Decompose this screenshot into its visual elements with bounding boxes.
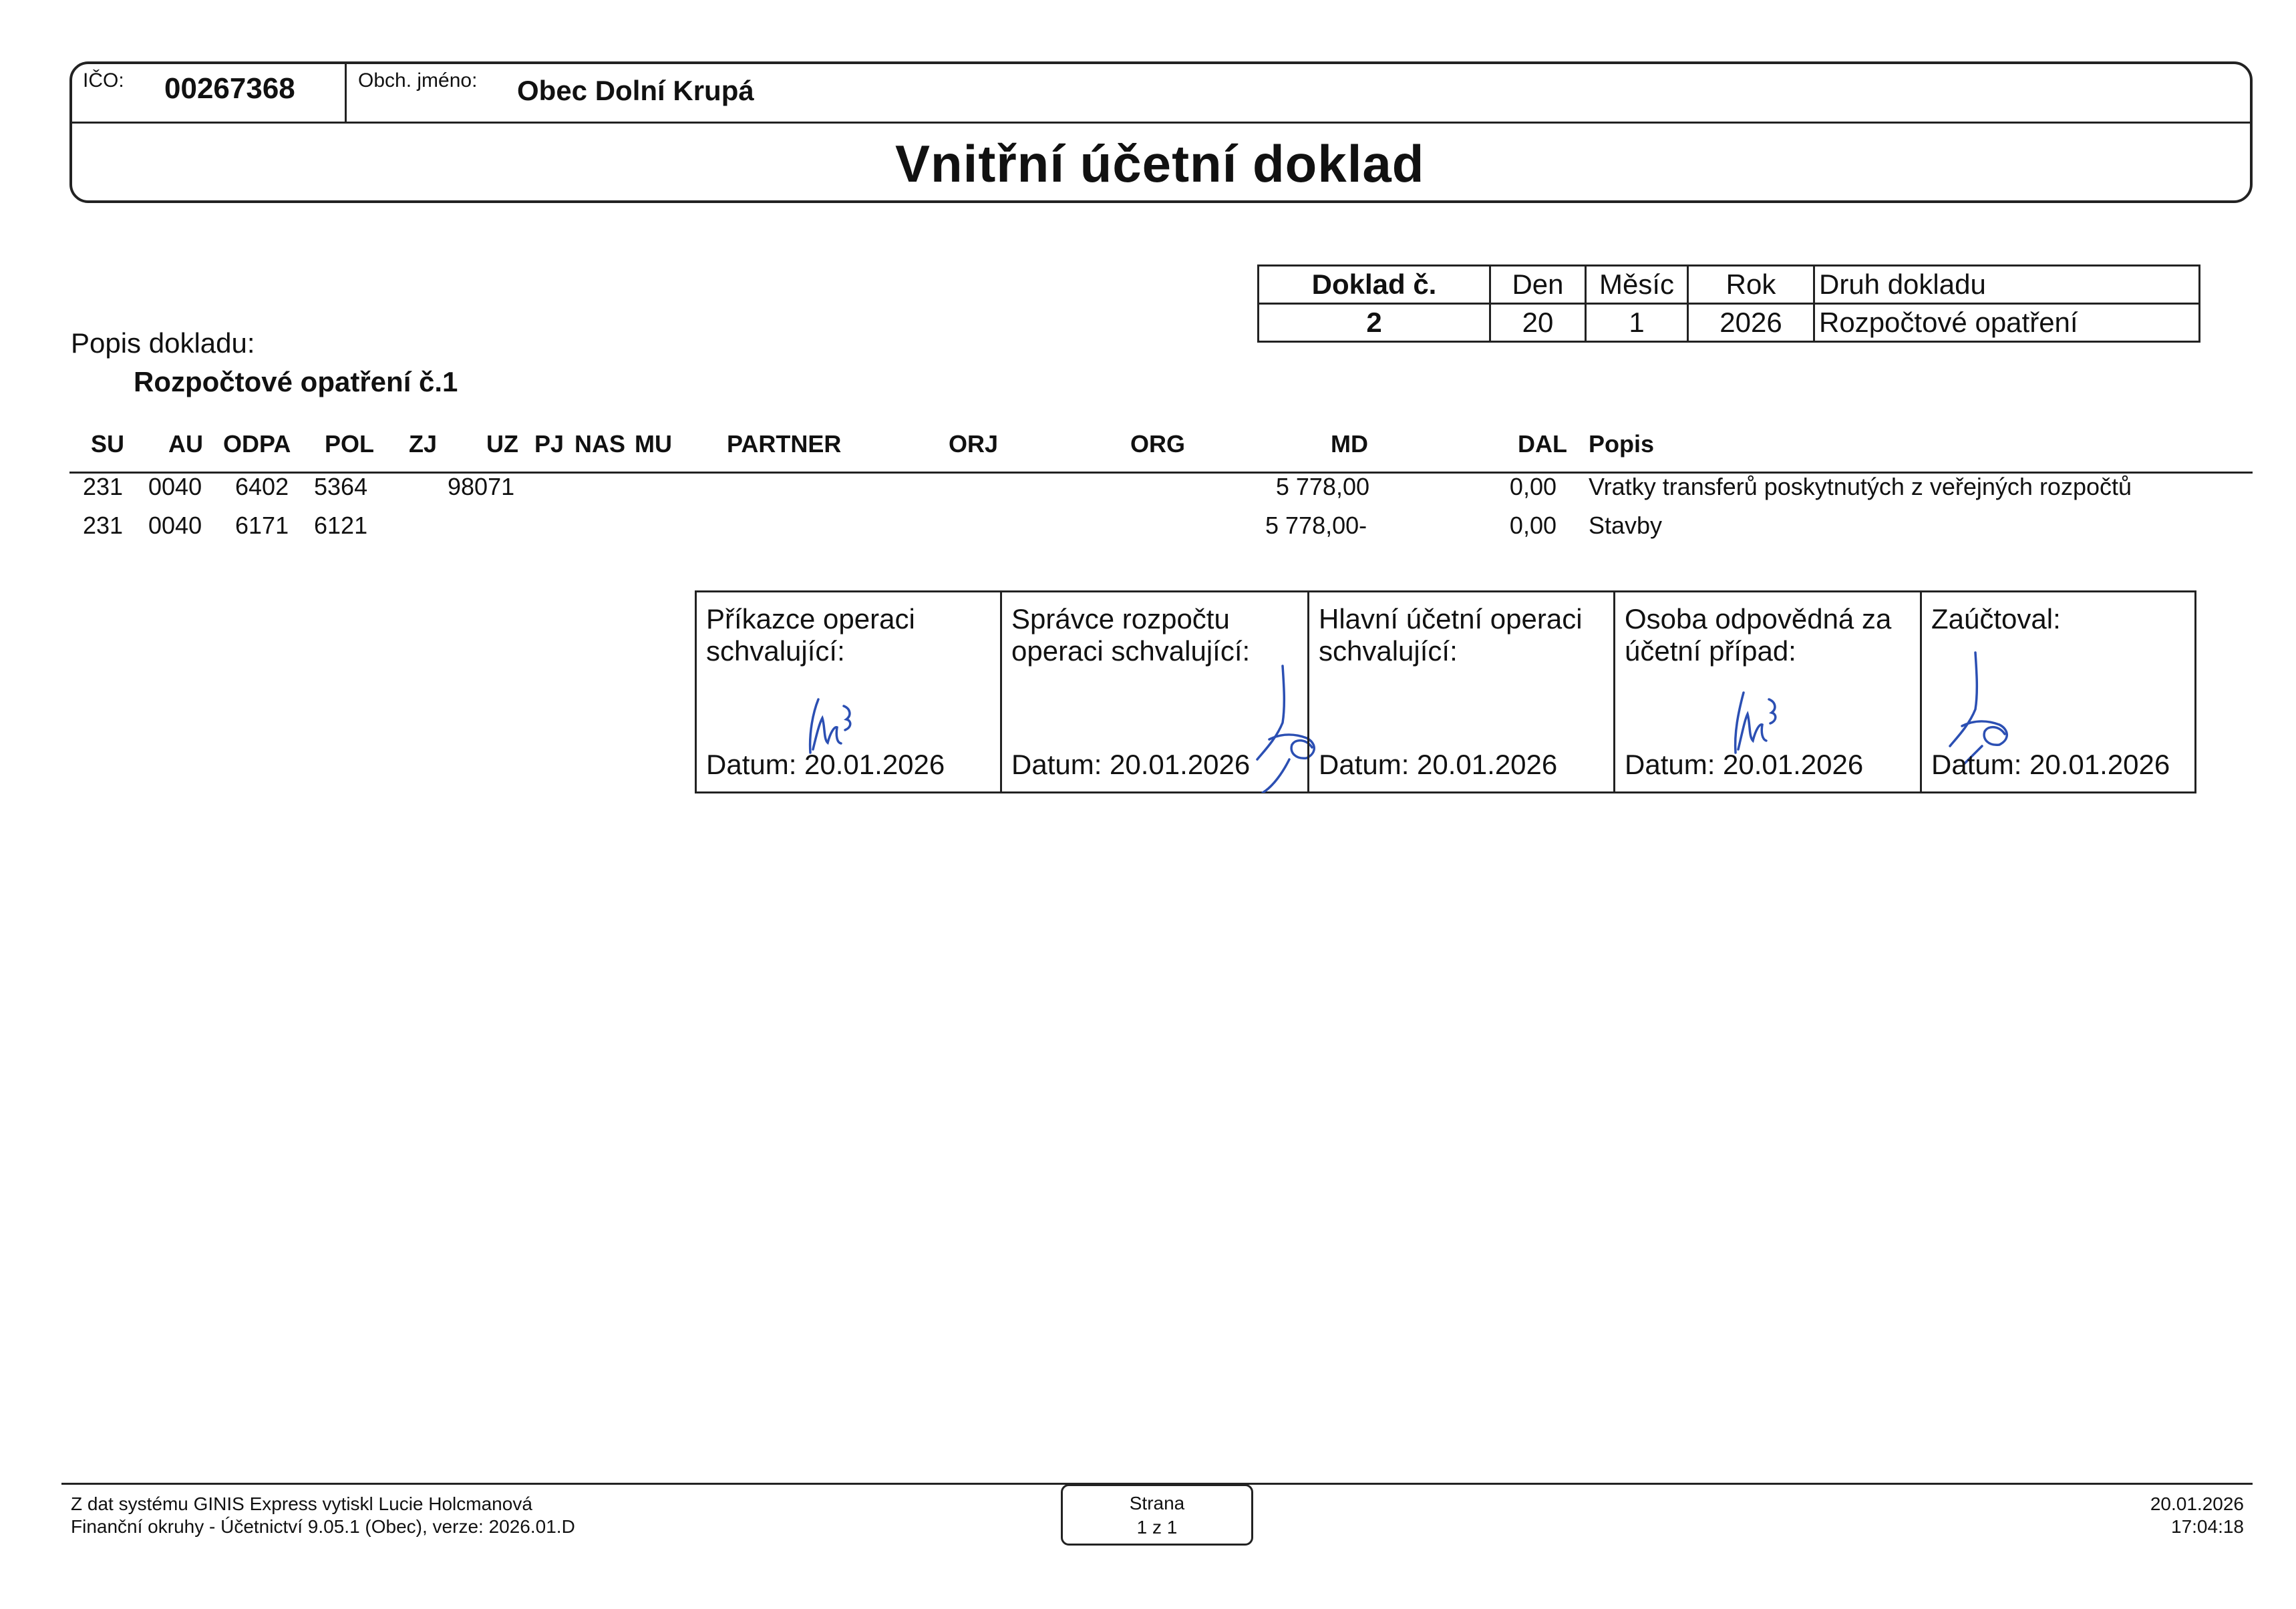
col-partner: PARTNER xyxy=(727,430,842,458)
signature-label-line1: Zaúčtoval: xyxy=(1931,603,2061,635)
signature-box-prikazce xyxy=(695,590,1002,793)
doklad-number-header: Doklad č. xyxy=(1259,266,1490,304)
col-zj: ZJ xyxy=(409,430,438,458)
signature-label-line1: Správce rozpočtu xyxy=(1011,603,1230,635)
row2-au: 0040 xyxy=(148,512,202,539)
page-number-box xyxy=(1061,1484,1253,1546)
signature-box-osoba-odpovedna xyxy=(1613,590,1922,793)
signature-date: Datum: 20.01.2026 xyxy=(1011,749,1251,780)
signature-label xyxy=(1931,603,2061,635)
popis-label: Popis dokladu: xyxy=(71,327,255,359)
ico-value: 00267368 xyxy=(164,72,295,105)
handwritten-signature xyxy=(1715,679,1789,759)
row1-popis: Vratky transferů poskytnutých z veřejných rozpočtů xyxy=(1589,473,2132,500)
obch-value: Obec Dolní Krupá xyxy=(517,75,754,106)
col-pol: POL xyxy=(325,430,375,458)
header-divider xyxy=(69,122,2253,124)
col-odpa: ODPA xyxy=(223,430,291,458)
footer-system-version: Finanční okruhy - Účetnictví 9.05.1 (Obec), verze: 2026.01.D xyxy=(71,1516,575,1537)
row2-popis: Stavby xyxy=(1589,512,1663,539)
obch-label: Obch. jméno: xyxy=(358,69,478,92)
signature-label xyxy=(1625,603,1891,667)
col-mu: MU xyxy=(635,430,672,458)
signature-label xyxy=(706,603,915,667)
doklad-type-header: Druh dokladu xyxy=(1814,266,2200,304)
row1-uz: 98071 xyxy=(448,473,515,500)
document-title: Vnitřní účetní doklad xyxy=(895,134,1425,193)
doklad-year-value: 2026 xyxy=(1688,304,1814,342)
row2-dal: 0,00 xyxy=(1509,512,1556,539)
row2-pol: 6121 xyxy=(314,512,368,539)
col-au: AU xyxy=(168,430,203,458)
ico-label: IČO: xyxy=(83,69,124,92)
doklad-year-header: Rok xyxy=(1688,266,1814,304)
doklad-day-header: Den xyxy=(1490,266,1586,304)
signature-date: Datum: 20.01.2026 xyxy=(1931,749,2170,780)
signature-date: Datum: 20.01.2026 xyxy=(1625,749,1864,780)
doklad-value-row xyxy=(1259,304,2200,342)
popis-value: Rozpočtové opatření č.1 xyxy=(134,366,458,397)
col-dal: DAL xyxy=(1518,430,1567,458)
col-uz: UZ xyxy=(486,430,518,458)
col-popis: Popis xyxy=(1589,430,1655,458)
page-value: 1 z 1 xyxy=(1136,1517,1178,1538)
row1-odpa: 6402 xyxy=(235,473,289,500)
signature-label-line1: Hlavní účetní operaci xyxy=(1319,603,1583,635)
col-nas: NAS xyxy=(575,430,626,458)
signature-box-spravce xyxy=(1000,590,1309,793)
signature-label-line1: Příkazce operaci xyxy=(706,603,915,635)
row1-pol: 5364 xyxy=(314,473,368,500)
page-label: Strana xyxy=(1129,1493,1185,1513)
signature-box-zauctoval xyxy=(1920,590,2196,793)
row1-dal: 0,00 xyxy=(1509,473,1556,500)
row2-odpa: 6171 xyxy=(235,512,289,539)
row1-md: 5 778,00 xyxy=(1275,473,1369,500)
row1-au: 0040 xyxy=(148,473,202,500)
signature-label xyxy=(1011,603,1250,667)
signature-label-line2: účetní případ: xyxy=(1625,635,1796,667)
col-orj: ORJ xyxy=(949,430,999,458)
col-pj: PJ xyxy=(534,430,564,458)
doklad-month-value: 1 xyxy=(1586,304,1688,342)
header-vertical-divider xyxy=(345,61,347,123)
signature-date: Datum: 20.01.2026 xyxy=(1319,749,1558,780)
doklad-table xyxy=(1257,264,2200,343)
footer-printed-by: Z dat systému GINIS Express vytiskl Lucie Holcmanová xyxy=(71,1493,532,1514)
signature-label-line2: schvalující: xyxy=(706,635,845,667)
signature-label-line2: schvalující: xyxy=(1319,635,1458,667)
doklad-header-row xyxy=(1259,266,2200,304)
signature-label xyxy=(1319,603,1583,667)
handwritten-signature xyxy=(1935,646,2035,766)
doklad-number-value: 2 xyxy=(1259,304,1490,342)
row1-su: 231 xyxy=(83,473,124,500)
signature-label-line1: Osoba odpovědná za xyxy=(1625,603,1892,635)
footer-date: 20.01.2026 xyxy=(2150,1493,2244,1514)
signature-date: Datum: 20.01.2026 xyxy=(706,749,945,780)
doklad-type-value: Rozpočtové opatření xyxy=(1814,304,2200,342)
signature-label-line2: operaci schvalující: xyxy=(1011,635,1251,667)
footer-time: 17:04:18 xyxy=(2171,1516,2244,1537)
signature-boxes xyxy=(695,590,2196,793)
doklad-day-value: 20 xyxy=(1490,304,1586,342)
col-su: SU xyxy=(91,430,125,458)
doklad-month-header: Měsíc xyxy=(1586,266,1688,304)
row2-md: 5 778,00- xyxy=(1265,512,1367,539)
row2-su: 231 xyxy=(83,512,124,539)
col-md: MD xyxy=(1331,430,1368,458)
signature-box-hlavni-ucetni xyxy=(1307,590,1615,793)
col-org: ORG xyxy=(1130,430,1186,458)
